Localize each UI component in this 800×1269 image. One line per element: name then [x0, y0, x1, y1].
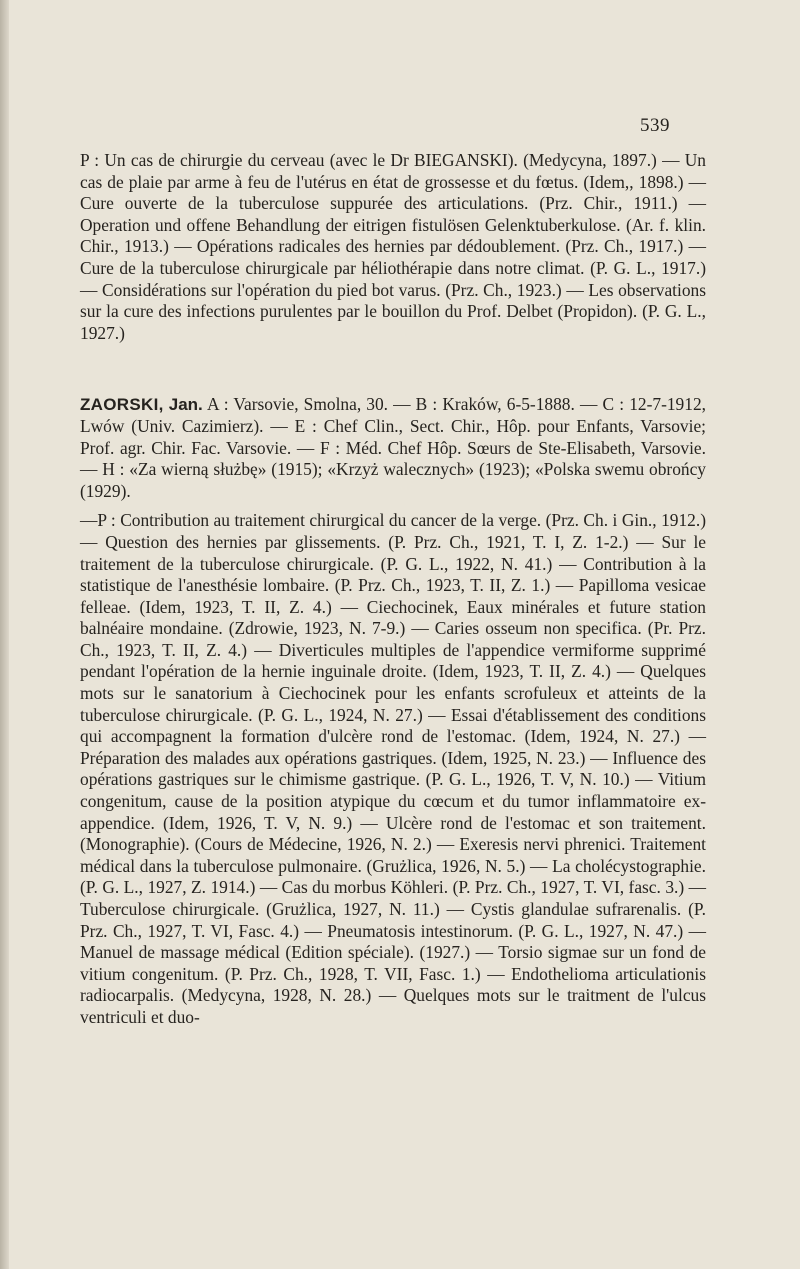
- page-body: [80, 150, 706, 1029]
- entry-surname: ZAORSKI,: [80, 395, 164, 415]
- publications-paragraph-zaorski: —P : Contribution au traitement chirurgical du cancer de la verge. (Prz. Ch. i Gin., 1912.) — Question des hernies par glissements. (P. Prz. Ch., 1921, T. I, Z. 1-2.) — Sur le traitement de la tuberculose chirurgicale. (P. G. L., 1922, N. 41.) — Contribution à la statistique de l'anesthésie lombaire. (P. Prz. Ch., 1923, T. II, Z. 1.) — Papilloma vesicae felleae. (Idem, 1923, T. II, Z. 4.) — Ciechocinek, Eaux minérales et future station balnéaire mondaine. (Zdrowie, 1923, N. 7-9.) — Caries osseum non specifica. (Pr. Prz. Ch., 1923, T. II, Z. 4.) — Diverticules multiples de l'appendice vermiforme supprimé pendant l'opération de la hernie inguinale droite. (Idem, 1923, T. II, Z. 4.) — Quelques mots sur le sanatorium à Ciechocinek pour les enfants scrofuleux et atteints de la tuberculose chirurgicale. (P. G. L., 1924, N. 27.) — Essai d'établissement des conditions qui accompagnent la formation d'ulcère rond de l'estomac. (Idem, 1924, N. 27.) — Préparation des malades aux opérations gastriques. (Idem, 1925, N. 23.) — Influence des opérations gastriques sur le chimisme gastrique. (P. G. L., 1926, T. V, N. 10.) — Vitium congenitum, cause de la position atypique du cœcum et du tumor inflammatoire ex-appendice. (Idem, 1926, T. V, N. 9.) — Ulcère rond de l'estomac et son traitement. (Monographie). (Cours de Médecine, 1926, N. 2.) — Exeresis nervi phrenici. Traitement médical dans la tuberculose pulmonaire. (Grużlica, 1926, N. 5.) — La cholécystographie. (P. G. L., 1927, Z. 1914.) — Cas du morbus Köhleri. (P. Prz. Ch., 1927, T. VI, fasc. 3.) — Tuberculose chirurgicale. (Grużlica, 1927, N. 11.) — Cystis glandulae sufrarenalis. (P. Prz. Ch., 1927, T. VI, Fasc. 4.) — Pneumatosis intestinorum. (P. G. L., 1927, N. 47.) — Manuel de massage médical (Edition spéciale). (1927.) — Torsio sigmae sur un fond de vitium congenitum. (P. Prz. Ch., 1928, T. VII, Fasc. 1.) — Endothelioma articulationis radiocarpalis. (Medycyna, 1928, N. 28.) — Quelques mots sur le traitment de l'ulcus ventriculi et duo-: [80, 510, 706, 1027]
- entry-given-name: Jan.: [168, 395, 203, 415]
- page-number: 539: [640, 115, 670, 136]
- entry-biography-text: A : Varsovie, Smolna, 30. — B : Kraków, 6-5-1888. — C : 12-7-1912, Lwów (Univ. Cazimierz). — E : Chef Clin., Sect. Chir., Hôp. pour Enfants, Varsovie; Prof. agr. Chir. Fac. Varsovie. — F : Méd. Chef Hôp. Sœurs de Ste-Elisabeth, Varsovie. — H : «Za wierną służbę» (1915); «Krzyż walecznych» (1923); «Polska swemu obrońcy (1929).: [80, 394, 706, 501]
- biography-entry-zaorski: [80, 394, 706, 502]
- publications-paragraph-bieganski: P : Un cas de chirurgie du cerveau (avec le Dr BIEGANSKI). (Medycyna, 1897.) — Un cas de plaie par arme à feu de l'utérus en état de grossesse et du fœtus. (Idem,, 1898.) — Cure ouverte de la tuberculose suppurée des articulations. (Prz. Chir., 1911.) — Operation und offene Behandlung der eitrigen fistulösen Gelenktuberkulose. (Ar. f. klin. Chir., 1913.) — Opérations radicales des hernies par dédoublement. (Prz. Ch., 1917.) — Cure de la tuberculose chirurgicale par héliothérapie dans notre climat. (P. G. L., 1917.) — Considérations sur l'opération du pied bot varus. (Prz. Ch., 1923.) — Les observations sur la cure des infections purulentes par le bouillon du Prof. Delbet (Propidon). (P. G. L., 1927.): [80, 150, 706, 343]
- page-binding-edge: [0, 0, 9, 1269]
